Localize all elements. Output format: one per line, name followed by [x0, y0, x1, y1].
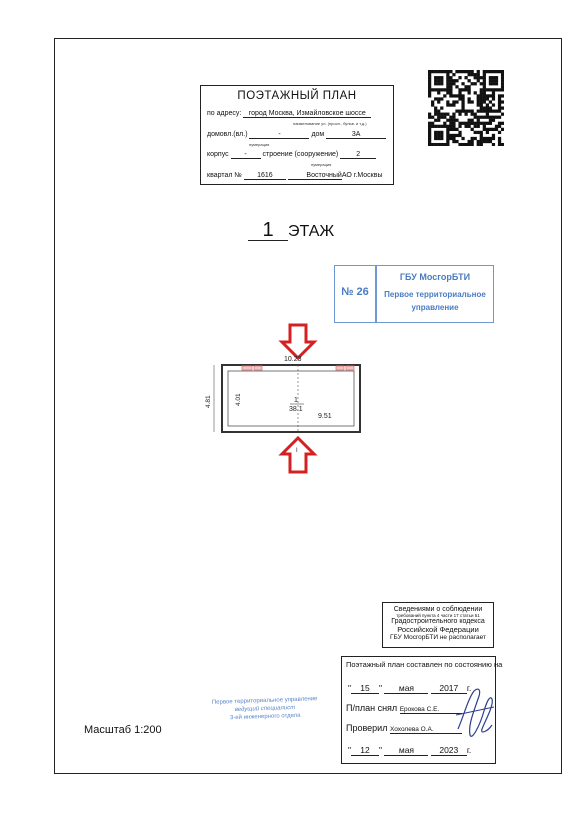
state-date-row: " 15 " мая 2017 г. [348, 683, 472, 693]
inner-wall [228, 371, 354, 426]
blue-note-line1: Первое территориальное управление [211, 696, 318, 706]
section-arrow-top [282, 325, 314, 358]
scale-label: Масштаб 1:200 [84, 724, 162, 736]
checked-row [346, 723, 462, 734]
kvartal-label: квартал № [207, 172, 242, 179]
checked-name: Хохолева О.А. [390, 726, 462, 734]
house-value: - [249, 131, 309, 139]
room-area: 38.1 [289, 406, 303, 413]
left-dimension-outer: 4.81 [205, 395, 212, 408]
date1-month: мая [384, 683, 428, 694]
compliance-line4: Российской Федерации [397, 625, 479, 634]
stroenie-value: 2 [340, 151, 376, 159]
district-value: Восточный [288, 172, 342, 180]
qr-code [428, 70, 504, 146]
removed-row [346, 703, 462, 714]
dom-value: 3А [326, 131, 386, 139]
inner-dimension: 9.51 [318, 413, 332, 420]
stroenie-label: строение (сооружение) [262, 151, 339, 158]
floor-number: 1 [248, 220, 288, 241]
stamp-number: № 26 [341, 286, 369, 298]
house-label: домовл.(вл.) [207, 131, 248, 138]
outer-wall [222, 365, 360, 432]
stroenie-hint: нумерация [311, 162, 332, 167]
floor-label: ЭТАЖ [288, 223, 335, 240]
compliance-line2: требований пункта 4 части 17 статьи 51 [396, 613, 480, 618]
address-value: город Москва, Измайловское шоссе [243, 110, 371, 118]
kvartal-value: 1616 [244, 172, 286, 180]
stamp-dept-line2: управление [411, 303, 459, 312]
date2-day: 12 [351, 745, 379, 756]
blue-note [200, 695, 331, 724]
compliance-line5: ГБУ МосгорБТИ не располагает [390, 634, 486, 641]
korpus-value: - [231, 151, 261, 159]
house-hint: нумерация [249, 142, 270, 147]
signature [454, 685, 496, 743]
floor-heading [248, 220, 334, 241]
date2-month: мая [384, 745, 428, 756]
section-arrow-bottom [282, 438, 314, 472]
stamp-dept-line1: Первое территориальное [384, 290, 486, 299]
floor-plan [200, 320, 380, 480]
room-number: 1 [294, 397, 298, 404]
address-label: по адресу: [207, 110, 242, 117]
okrug-value: АО г.Москвы [341, 172, 383, 179]
date1-year: 2017 [431, 683, 467, 694]
date2-year-suffix: г. [466, 745, 472, 755]
removed-name: Ерокова С.Е. [400, 706, 462, 714]
left-dimension-inner: 4.01 [235, 393, 242, 406]
compliance-box [382, 602, 494, 648]
state-box [341, 656, 503, 764]
state-title: Поэтажный план составлен по состоянию на [346, 660, 503, 669]
check-date-row: " 12 " мая 2023 г. [348, 745, 472, 755]
top-dimension: 10.23 [284, 356, 302, 363]
date1-day: 15 [351, 683, 379, 694]
address-hint: наименование ул. (просп., бульв. и т.д.) [293, 121, 367, 126]
stamp-org: ГБУ МосгорБТИ [399, 272, 471, 282]
plan-title: ПОЭТАЖНЫЙ ПЛАН [237, 90, 357, 102]
header-box [200, 85, 394, 185]
checked-label: Проверил [346, 723, 388, 733]
blue-note-line3: 3-ей инженерного отдела [229, 712, 301, 722]
section-mark: I [296, 448, 298, 454]
bti-stamp [334, 265, 494, 323]
blue-note-line2: ведущий специалист [234, 704, 296, 714]
removed-label: П/план снял [346, 703, 398, 713]
korpus-label: корпус [207, 151, 229, 158]
date1-year-suffix: г. [466, 683, 472, 693]
dom-label: дом [311, 131, 325, 138]
compliance-line1: Сведениями о соблюдении [393, 606, 483, 613]
compliance-line3: Градостроительного кодекса [391, 618, 485, 625]
date2-year: 2023 [431, 745, 467, 756]
